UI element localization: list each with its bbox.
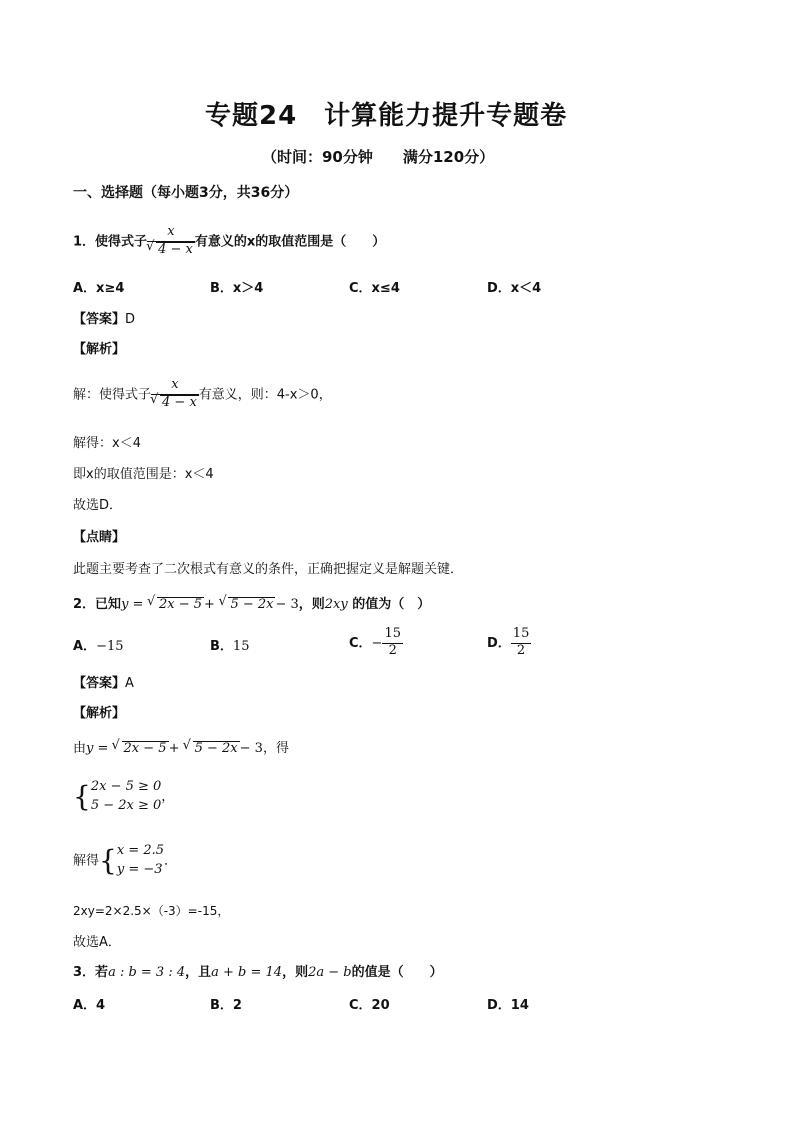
question-text: 的值是（ ）	[351, 965, 443, 980]
option-sign: −	[371, 635, 383, 651]
fraction	[382, 627, 403, 660]
page-subtitle: （时间：90分钟 满分120分）	[262, 148, 495, 166]
fraction-numerator: x	[171, 377, 179, 392]
answer-label: 【答案】	[73, 676, 126, 691]
question-text: ，则	[282, 965, 309, 980]
option-label: D．	[487, 635, 511, 651]
system-lines	[117, 842, 164, 880]
option-value: 15	[232, 639, 250, 654]
option-label: C．	[349, 635, 372, 651]
fraction	[151, 378, 199, 412]
question-number: 1．	[73, 234, 96, 250]
option-b: B．x＞4	[210, 281, 264, 296]
math-expression: y =	[121, 597, 144, 612]
equation-system	[73, 778, 174, 816]
option-c: C．20	[349, 998, 390, 1013]
option-b	[210, 640, 249, 653]
option-a: A．x≥4	[73, 281, 125, 296]
fraction-numerator: 15	[384, 626, 401, 641]
math-expression: y =	[86, 741, 109, 756]
question-3	[73, 966, 443, 979]
system-line: 5 − 2x ≥ 0	[90, 797, 162, 813]
solution-line: 2xy=2×2.5×（-3）=-15，	[73, 904, 230, 918]
equation-system	[73, 842, 177, 880]
math-expression: 2a − b	[308, 965, 352, 980]
solution-text: ，得	[262, 741, 289, 756]
radicand: 4 − x	[158, 241, 193, 257]
option-value: −15	[96, 639, 124, 654]
question-text: 已知	[95, 597, 122, 612]
system-lines	[91, 778, 161, 816]
fraction-numerator: x	[167, 224, 175, 239]
solution-text: 由	[73, 741, 87, 756]
math-operator: +	[168, 741, 180, 756]
question-text: ，且	[185, 965, 212, 980]
solution-line: 故选D．	[73, 498, 123, 513]
solution-text: 有意义，则：4-x＞0，	[198, 387, 332, 403]
radicand: 2x − 5	[158, 597, 202, 612]
answer-line	[73, 313, 135, 326]
solution-line: 故选A．	[73, 935, 121, 950]
punctuation: ．	[164, 853, 178, 869]
question-text: 使得式子	[95, 234, 148, 250]
question-text: 若	[95, 965, 109, 980]
brace: {	[73, 779, 91, 813]
option-label: A．	[73, 639, 97, 654]
page-title: 专题24 计算能力提升专题卷	[205, 101, 568, 131]
answer-value: D	[125, 312, 136, 327]
solution-text: 解：使得式子	[73, 387, 152, 403]
fraction-denominator: 2	[511, 643, 532, 659]
solution-text: 解得	[73, 853, 100, 869]
math-expression: a + b = 14	[211, 965, 283, 980]
option-a: A．4	[73, 998, 106, 1013]
answer-line	[73, 677, 134, 690]
question-number: 3．	[73, 965, 96, 980]
brace: {	[99, 843, 117, 877]
math-expression: − 3	[275, 597, 299, 612]
fraction-denominator: 2	[382, 643, 403, 659]
math-expression: 2xy	[324, 597, 348, 612]
option-label: B．	[210, 639, 233, 654]
question-1	[73, 225, 385, 259]
comment-label: 【点睛】	[73, 530, 126, 545]
option-d: D．14	[487, 998, 529, 1013]
math-expression: − 3	[239, 741, 263, 756]
analysis-label: 【解析】	[73, 342, 126, 357]
comment-text: 此题主要考查了二次根式有意义的条件，正确把握定义是解题关键．	[73, 562, 464, 577]
option-d: D．x＜4	[487, 281, 542, 296]
answer-label: 【答案】	[73, 312, 126, 327]
system-line: x = 2.5	[116, 843, 165, 858]
radicand: 5 − 2x	[194, 741, 238, 756]
question-text: ，则	[298, 597, 325, 612]
math-expression: a : b = 3 : 4	[108, 965, 186, 980]
question-number: 2．	[73, 597, 96, 612]
option-a	[73, 640, 124, 653]
option-c: C．x≤4	[349, 281, 400, 296]
fraction	[511, 627, 532, 660]
solution-line	[73, 378, 332, 412]
radicand: 2x − 5	[123, 741, 167, 756]
radicand: 5 − 2x	[230, 597, 274, 612]
option-c	[349, 627, 403, 660]
question-text: 有意义的x的取值范围是（ ）	[194, 234, 386, 250]
solution-line: 即x的取值范围是：x＜4	[73, 467, 214, 482]
question-text: 的值为（ ）	[352, 597, 431, 612]
answer-value: A	[125, 676, 134, 691]
option-d	[487, 627, 531, 660]
fraction	[147, 225, 195, 259]
fraction-numerator: 15	[512, 626, 530, 641]
radicand: 4 − x	[162, 394, 197, 410]
analysis-label: 【解析】	[73, 706, 126, 721]
option-b: B．2	[210, 998, 242, 1013]
section-heading: 一、选择题（每小题3分，共36分）	[73, 185, 299, 201]
punctuation: ，	[161, 789, 175, 805]
question-2	[73, 597, 430, 611]
solution-line: 解得：x＜4	[73, 436, 141, 451]
system-line: y = −3	[116, 861, 163, 877]
solution-line	[73, 741, 289, 755]
system-line: 2x − 5 ≥ 0	[90, 779, 162, 794]
math-operator: +	[204, 597, 215, 612]
